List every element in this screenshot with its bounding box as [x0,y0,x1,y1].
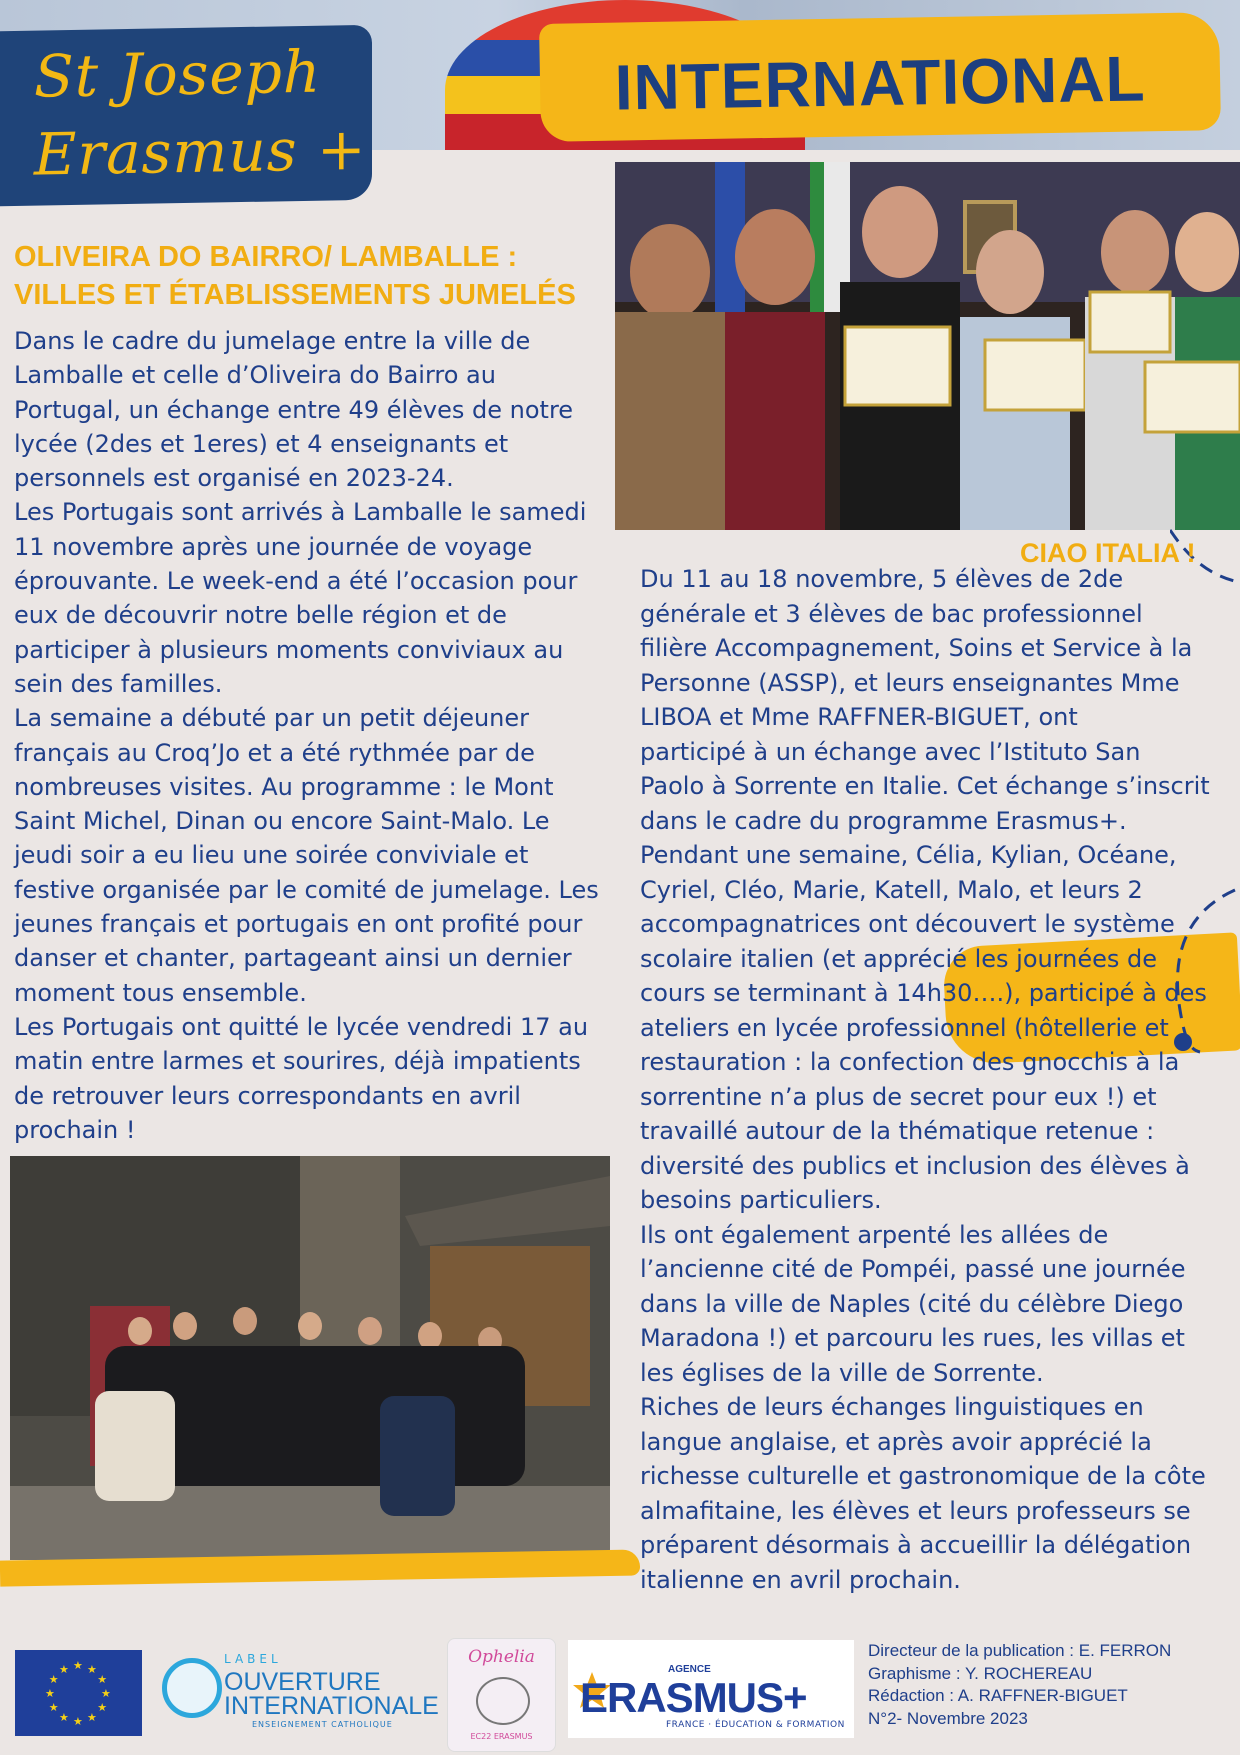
left-article-heading [14,238,614,314]
left-article-line: 11 novembre après une journée de voyage [14,532,533,561]
erasmus-subtitle: FRANCE · ÉDUCATION & FORMATION [666,1720,845,1730]
left-article-line: Portugal, un échange entre 49 élèves de notre [14,395,574,424]
right-article-line: Cyriel, Cléo, Marie, Katell, Malo, et leurs 2 [640,875,1143,904]
handshake-icon [476,1677,530,1725]
right-article-line: langue anglaise, et après avoir apprécié la [640,1427,1152,1456]
left-article-line: Saint Michel, Dinan ou encore Saint-Malo. Le [14,807,550,836]
right-article-line: préparent désormais à accueillir la délégation [640,1531,1192,1559]
left-article-line: lycée (2des et 1eres) et 4 enseignants et [14,429,509,458]
label-small-text: LABEL [224,1652,282,1666]
star-icon: ★ [45,1687,55,1700]
star-icon: ★ [48,1701,59,1714]
right-article-line: ateliers en lycée professionnel (hôtellerie et [640,1013,1169,1042]
left-article-line: moment tous ensemble. [14,978,307,1007]
right-article-line: dans le cadre du programme Erasmus+. [640,806,1127,835]
right-article-body [640,562,1240,1597]
right-article-heading: CIAO ITALIA ! [1020,538,1196,568]
brand-line-2: Erasmus + [34,114,367,189]
star-icon: ★ [73,1715,83,1728]
photo-group-lamballe-art [10,1156,610,1560]
right-article-line: besoins particuliers. [640,1186,882,1214]
right-article-line: cours se terminant à 14h30….), participé à des [640,979,1207,1007]
left-article-line: Dans le cadre du jumelage entre la ville de [14,327,531,355]
star-icon: ★ [97,1673,108,1686]
brand-line-1: St Joseph [34,37,322,111]
right-article-line: richesse culturelle et gastronomique de la côte [640,1462,1206,1490]
left-article-line: personnels est organisé en 2023-24. [14,464,454,493]
star-icon: ★ [101,1687,111,1700]
star-icon: ★ [87,1711,97,1725]
agence-erasmus-logo [568,1640,854,1738]
ophelia-title: Ophelia [468,1647,535,1667]
left-article-line: de retrouver leurs correspondants en avril [14,1081,521,1110]
left-article-line: danser et chanter, partageant ainsi un dernier [14,944,572,973]
label-ouverture-internationale-logo [162,1652,442,1732]
ophelia-subtitle: EC22 ERASMUS [470,1732,533,1741]
right-article-line: Personne (ASSP), et leurs enseignantes Mme [640,668,1180,697]
right-article-line: l’ancienne cité de Pompéi, passé une journée [640,1255,1186,1283]
publication-credits [868,1640,1238,1730]
left-article-line: prochain ! [14,1115,136,1144]
title-banner [539,12,1221,142]
page-title: INTERNATIONAL [614,42,1147,124]
photo-certificate-ceremony [615,162,1240,530]
left-article-line: sein des familles. [14,669,223,698]
right-article-line: restauration : la confection des gnocchis à la [640,1048,1180,1076]
star-icon: ★ [97,1701,108,1714]
left-article-line: éprouvante. Le week-end a été l’occasion pour [14,567,578,596]
left-article-line: La semaine a débuté par un petit déjeuner [14,704,530,733]
left-article-line: eux de découvrir notre belle région et de [14,601,507,630]
right-article-line: sorrentine n’a plus de secret pour eux !) et [640,1082,1157,1111]
right-article-line: participé à un échange avec l’Istituto San [640,737,1141,766]
right-article-line: Du 11 au 18 novembre, 5 élèves de 2de [640,565,1124,593]
photo-certificate-ceremony-art [615,162,1240,530]
left-article-line: participer à plusieurs moments conviviaux au [14,635,564,664]
star-icon: ★ [59,1711,69,1725]
star-icon: ★ [73,1659,83,1672]
credit-director: Directeur de la publication : E. FERRON [868,1641,1172,1660]
left-article-line: jeudi soir a eu lieu une soirée conviviale et [14,841,529,870]
left-article-line: matin entre larmes et sourires, déjà impatients [14,1047,581,1076]
left-heading-line-2: VILLES ET ÉTABLISSEMENTS JUMELÉS [14,279,576,311]
left-article-line: festive organisée par le comité de jumelage. Les [14,875,599,904]
right-article-line: travaillé autour de la thématique retenue : [640,1117,1155,1145]
eu-flag-icon [15,1650,142,1736]
star-icon: ★ [87,1662,97,1676]
left-article-body [14,324,614,1147]
left-article-line: Lamballe et celle d’Oliveira do Bairro au [14,361,496,390]
credit-editorial: Rédaction : A. RAFFNER-BIGUET [868,1686,1128,1705]
erasmus-name: ERASMUS+ [580,1674,807,1721]
right-article-line: scolaire italien (et apprécié les journées de [640,944,1158,973]
right-article-line: Riches de leurs échanges linguistiques en [640,1393,1144,1421]
right-article-line: générale et 3 élèves de bac professionnel [640,599,1143,628]
star-icon: ★ [48,1673,59,1686]
right-article-line: diversité des publics et inclusion des élèves à [640,1151,1190,1180]
credit-issue: N°2- Novembre 2023 [868,1708,1028,1728]
right-article-line: Maradona !) et parcouru les rues, les villas et [640,1324,1185,1352]
left-article-line: Les Portugais sont arrivés à Lamballe le samedi [14,498,587,527]
label-subtitle: ENSEIGNEMENT CATHOLIQUE [252,1720,393,1729]
right-article-line: accompagnatrices ont découvert le système [640,910,1175,938]
right-article-line: LIBOA et Mme RAFFNER-BIGUET, ont [640,703,1078,731]
erasmus-agence-label: AGENCE [668,1664,711,1675]
star-icon: ★ [59,1662,69,1676]
label-line-2: INTERNATIONALE [224,1692,439,1720]
photo-group-lamballe [10,1156,610,1560]
left-heading-line-1: OLIVEIRA DO BAIRRO/ LAMBALLE : [14,241,518,273]
left-article-line: nombreuses visites. Au programme : le Mont [14,772,554,801]
left-article-line: Les Portugais ont quitté le lycée vendredi 17 au [14,1012,589,1041]
left-article-line: jeunes français et portugais en ont profité pour [14,910,583,939]
globe-icon [162,1658,222,1718]
right-article-line: almafitaine, les élèves et leurs professeurs se [640,1496,1191,1525]
left-article-line: français au Croq’Jo et a été rythmée par de [14,738,535,767]
right-article-line: Ils ont également arpenté les allées de [640,1220,1109,1249]
right-article-line: Pendant une semaine, Célia, Kylian, Océane, [640,841,1177,869]
right-article-line: Paolo à Sorrente en Italie. Cet échange s’inscrit [640,772,1210,800]
label-line-1: OUVERTURE [224,1668,381,1696]
right-article-line: dans la ville de Naples (cité du célèbre Diego [640,1289,1184,1318]
brand-box [0,25,372,206]
right-article-line: italienne en avril prochain. [640,1565,961,1594]
right-article-line: les églises de la ville de Sorrente. [640,1358,1044,1387]
right-article-line: filière Accompagnement, Soins et Service à la [640,634,1193,662]
credit-graphics: Graphisme : Y. ROCHEREAU [868,1663,1093,1683]
ophelia-logo [447,1638,556,1752]
